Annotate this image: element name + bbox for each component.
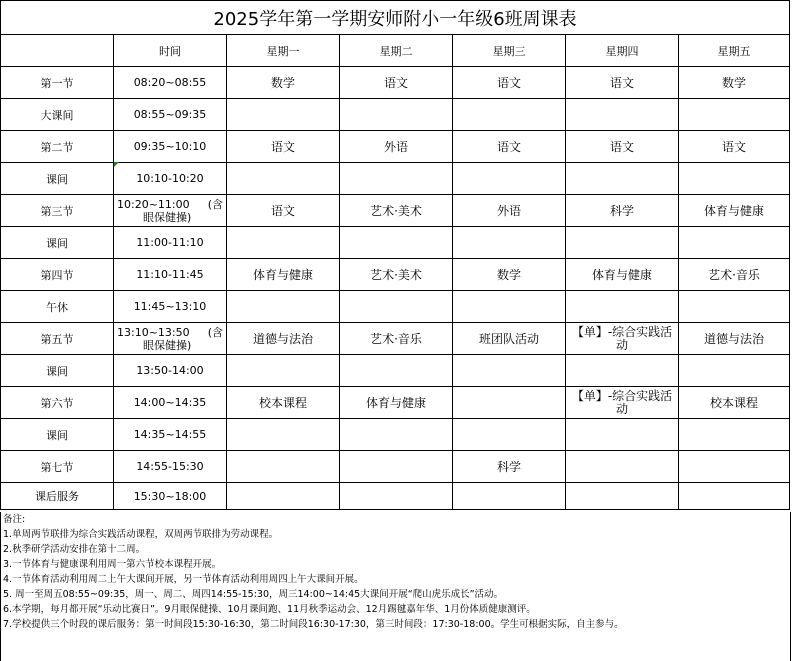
header-cell-wednesday: 星期三 bbox=[453, 35, 566, 67]
subject-cell bbox=[679, 355, 790, 387]
subject-cell bbox=[566, 355, 679, 387]
schedule-row bbox=[1, 419, 790, 451]
subject-cell: 校本课程 bbox=[227, 387, 340, 419]
header-cell-monday: 星期一 bbox=[227, 35, 340, 67]
subject-cell bbox=[227, 227, 340, 259]
subject-cell: 科学 bbox=[566, 195, 679, 227]
period-time-note: 眼保健操) bbox=[143, 210, 192, 224]
subject-cell: 数学 bbox=[227, 67, 340, 99]
subject-cell bbox=[227, 291, 340, 323]
period-time: 14:00~14:35 bbox=[114, 387, 227, 419]
period-time-note-open: (含 bbox=[207, 325, 223, 339]
subject-cell: 语文 bbox=[453, 67, 566, 99]
period-label: 课间 bbox=[1, 163, 114, 195]
subject-cell bbox=[566, 227, 679, 259]
subject-cell bbox=[679, 483, 790, 510]
subject-cell: 艺术·音乐 bbox=[340, 323, 453, 355]
subject-cell: 外语 bbox=[453, 195, 566, 227]
period-label: 第六节 bbox=[1, 387, 114, 419]
subject-cell: 外语 bbox=[340, 131, 453, 163]
subject-cell: 体育与健康 bbox=[679, 195, 790, 227]
period-time-note: 眼保健操) bbox=[143, 338, 192, 352]
subject-cell bbox=[227, 451, 340, 483]
schedule-row bbox=[1, 483, 790, 510]
period-time: 15:30~18:00 bbox=[114, 483, 227, 510]
subject-cell: 语文 bbox=[679, 131, 790, 163]
subject-cell bbox=[453, 355, 566, 387]
schedule-row bbox=[1, 323, 790, 355]
period-label: 课间 bbox=[1, 355, 114, 387]
note-line: 7.学校提供三个时段的课后服务：第一时间段15:30-16:30，第二时间段16:30-17:30，第三时间段：17:30-18:00。学生可根据实际，自主参与。 bbox=[3, 619, 624, 630]
note-line: 3.一节体育与健康课利用周一第六节校本课程开展。 bbox=[3, 559, 222, 570]
header-cell-thursday: 星期四 bbox=[566, 35, 679, 67]
schedule-row bbox=[1, 227, 790, 259]
period-label: 第二节 bbox=[1, 131, 114, 163]
period-label: 第三节 bbox=[1, 195, 114, 227]
schedule-row bbox=[1, 195, 790, 227]
period-label: 课后服务 bbox=[1, 483, 114, 510]
page-title: 2025学年第一学期安师附小一年级6班周课表 bbox=[1, 1, 790, 35]
subject-cell bbox=[679, 163, 790, 195]
schedule-row bbox=[1, 259, 790, 291]
subject-cell: 语文 bbox=[566, 131, 679, 163]
period-time-range bbox=[117, 198, 226, 211]
schedule-row bbox=[1, 131, 790, 163]
subject-cell: 体育与健康 bbox=[227, 259, 340, 291]
subject-cell bbox=[453, 227, 566, 259]
header-row bbox=[1, 35, 790, 67]
note-line: 4.一节体育活动利用周二上午大课间开展，另一节体育活动利用周四上午大课间开展。 bbox=[3, 574, 364, 585]
subject-cell bbox=[453, 387, 566, 419]
subject-cell bbox=[340, 291, 453, 323]
period-time-start: 10:20~11:00 bbox=[117, 197, 190, 211]
schedule-body bbox=[1, 67, 790, 510]
subject-cell bbox=[566, 99, 679, 131]
period-time: 08:20~08:55 bbox=[114, 67, 227, 99]
subject-cell bbox=[453, 483, 566, 510]
subject-cell bbox=[227, 355, 340, 387]
notes-heading: 备注: bbox=[3, 514, 26, 525]
schedule-row bbox=[1, 99, 790, 131]
subject-cell: 校本课程 bbox=[679, 387, 790, 419]
subject-cell: 【单】-综合实践活动 bbox=[566, 323, 679, 355]
subject-cell bbox=[227, 99, 340, 131]
subject-cell: 体育与健康 bbox=[340, 387, 453, 419]
subject-cell: 道德与法治 bbox=[227, 323, 340, 355]
subject-cell: 语文 bbox=[340, 67, 453, 99]
subject-cell bbox=[453, 419, 566, 451]
subject-cell: 数学 bbox=[679, 67, 790, 99]
subject-cell bbox=[679, 451, 790, 483]
subject-cell: 语文 bbox=[227, 195, 340, 227]
subject-cell bbox=[340, 227, 453, 259]
cell-marker-icon bbox=[114, 162, 119, 167]
subject-cell: 语文 bbox=[453, 131, 566, 163]
subject-cell bbox=[453, 99, 566, 131]
period-label: 第五节 bbox=[1, 323, 114, 355]
schedule-row bbox=[1, 387, 790, 419]
period-time: 14:55-15:30 bbox=[114, 451, 227, 483]
notes-section bbox=[0, 512, 791, 661]
subject-cell: 体育与健康 bbox=[566, 259, 679, 291]
header-cell-blank bbox=[1, 35, 114, 67]
subject-cell bbox=[453, 291, 566, 323]
subject-cell bbox=[227, 483, 340, 510]
subject-cell bbox=[340, 99, 453, 131]
period-time: 11:00-11:10 bbox=[114, 227, 227, 259]
subject-cell bbox=[566, 419, 679, 451]
period-time: 11:10-11:45 bbox=[114, 259, 227, 291]
note-line: 6.本学期，每月都开展“乐动比赛日”。9月眼保健操、10月课间跑、11月秋季运动会、12月踢毽嘉年华、1月份体质健康测评。 bbox=[3, 604, 536, 615]
period-time: 13:50-14:00 bbox=[114, 355, 227, 387]
subject-cell bbox=[340, 163, 453, 195]
period-time: 08:55~09:35 bbox=[114, 99, 227, 131]
note-line: 1.单周两节联排为综合实践活动课程，双周两节联排为劳动课程。 bbox=[3, 529, 279, 540]
subject-cell: 科学 bbox=[453, 451, 566, 483]
period-label: 课间 bbox=[1, 419, 114, 451]
schedule-row bbox=[1, 163, 790, 195]
subject-cell bbox=[227, 163, 340, 195]
subject-cell bbox=[566, 451, 679, 483]
subject-cell bbox=[566, 291, 679, 323]
subject-cell: 艺术·音乐 bbox=[679, 259, 790, 291]
subject-cell: 班团队活动 bbox=[453, 323, 566, 355]
period-label: 第一节 bbox=[1, 67, 114, 99]
period-time: 10:10-10:20 bbox=[114, 163, 227, 195]
period-label: 第七节 bbox=[1, 451, 114, 483]
period-time-range bbox=[117, 326, 226, 339]
period-label: 第四节 bbox=[1, 259, 114, 291]
schedule-row bbox=[1, 451, 790, 483]
note-line: 2.秋季研学活动安排在第十二周。 bbox=[3, 544, 146, 555]
subject-cell bbox=[679, 419, 790, 451]
subject-cell: 语文 bbox=[566, 67, 679, 99]
subject-cell bbox=[679, 291, 790, 323]
period-time-start: 13:10~13:50 bbox=[117, 325, 190, 339]
period-time-note-open: (含 bbox=[207, 197, 223, 211]
subject-cell bbox=[453, 163, 566, 195]
subject-cell bbox=[340, 355, 453, 387]
subject-cell: 语文 bbox=[227, 131, 340, 163]
header-cell-friday: 星期五 bbox=[679, 35, 790, 67]
schedule-row bbox=[1, 291, 790, 323]
subject-cell bbox=[566, 483, 679, 510]
period-time: 09:35~10:10 bbox=[114, 131, 227, 163]
subject-cell bbox=[566, 163, 679, 195]
header-cell-tuesday: 星期二 bbox=[340, 35, 453, 67]
subject-cell bbox=[340, 419, 453, 451]
period-time: 14:35~14:55 bbox=[114, 419, 227, 451]
subject-cell bbox=[227, 419, 340, 451]
subject-cell: 艺术·美术 bbox=[340, 195, 453, 227]
subject-cell bbox=[340, 483, 453, 510]
subject-cell bbox=[340, 451, 453, 483]
subject-cell: 数学 bbox=[453, 259, 566, 291]
period-time bbox=[114, 195, 227, 227]
period-label: 大课间 bbox=[1, 99, 114, 131]
subject-cell: 道德与法治 bbox=[679, 323, 790, 355]
subject-cell bbox=[679, 99, 790, 131]
period-label: 课间 bbox=[1, 227, 114, 259]
subject-cell: 【单】-综合实践活动 bbox=[566, 387, 679, 419]
period-time: 11:45~13:10 bbox=[114, 291, 227, 323]
schedule-row bbox=[1, 67, 790, 99]
period-label: 午休 bbox=[1, 291, 114, 323]
note-line: 5. 周一至周五08:55~09:35，周一、周二、周四14:55-15:30，周三14:00~14:45大课间开展“爬山虎乐成长”活动。 bbox=[3, 589, 504, 600]
subject-cell: 艺术·美术 bbox=[340, 259, 453, 291]
period-time bbox=[114, 323, 227, 355]
subject-cell bbox=[679, 227, 790, 259]
schedule-row bbox=[1, 355, 790, 387]
header-cell-time: 时间 bbox=[114, 35, 227, 67]
